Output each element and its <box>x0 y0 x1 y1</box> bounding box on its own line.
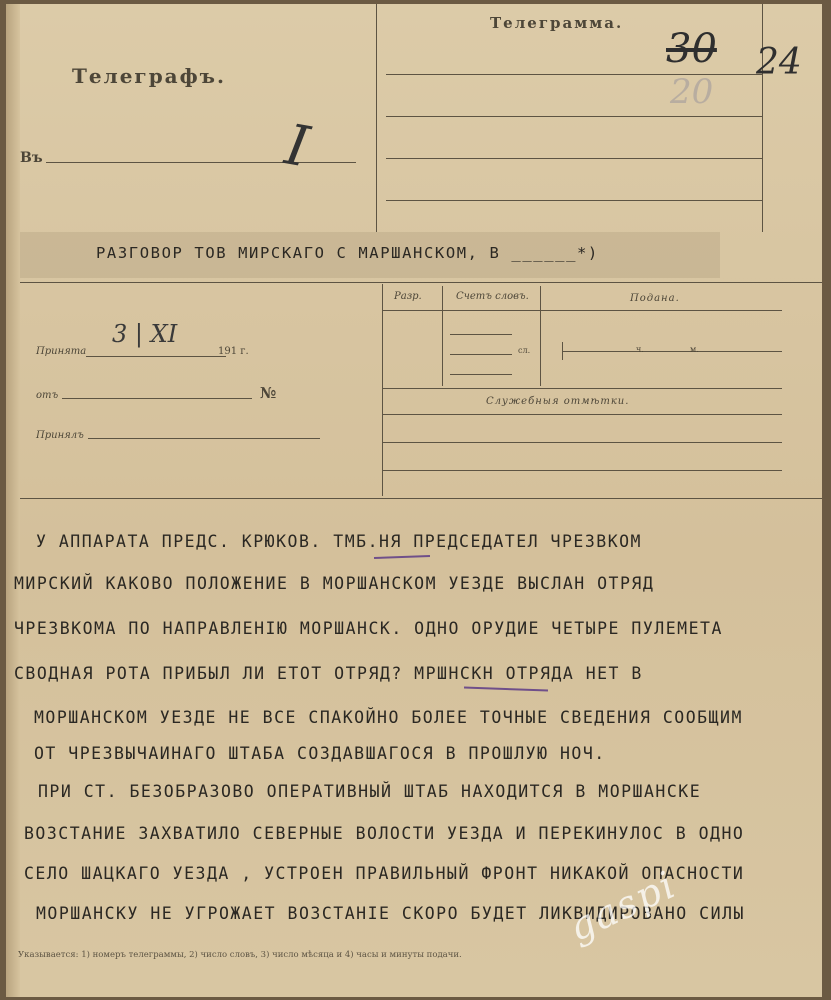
body-line-7: ПРИ СТ. БЕЗОБРАЗОВО ОПЕРАТИВНЫЙ ШТАБ НАХОДИТСЯ В МОРШАНСКЕ <box>38 782 702 801</box>
form-telegram-title: Телеграмма. <box>490 14 624 32</box>
service-rule-1 <box>382 414 782 415</box>
rule-header-bottom <box>20 282 822 283</box>
service-marks-label: Служебныя отмѣтки. <box>486 396 630 407</box>
table-col-2 <box>540 286 541 386</box>
typed-header: РАЗГОВОР ТОВ МИРСКАГО С МАРШАНСКОМ, В ______*) <box>96 244 599 262</box>
rule-3 <box>386 158 762 159</box>
table-header-submitted: Подана. <box>630 293 680 304</box>
from-line <box>62 398 252 399</box>
accepted-date: 3 | XI <box>112 320 178 348</box>
page-number-faded: 20 <box>670 72 714 112</box>
unit-hours: ч. <box>636 345 644 354</box>
number-label: № <box>260 384 277 402</box>
form-footnote: Указывается: 1) номеръ телеграммы, 2) число словъ, 3) число мѣсяца и 4) часы и минуты подачи. <box>18 950 462 960</box>
form-v-label: Въ <box>20 150 43 166</box>
roman-numeral-mark: I <box>280 112 314 181</box>
rule-4 <box>386 200 762 201</box>
purple-underline-mrshnsk <box>464 687 548 692</box>
body-line-8: ВОЗСТАНИЕ ЗАХВАТИЛО СЕВЕРНЫЕ ВОЛОСТИ УЕЗДА И ПЕРЕКИНУЛОС В ОДНО <box>24 824 745 843</box>
body-line-5: МОРШАНСКОМ УЕЗДЕ НЕ ВСЕ СПАКОЙНО БОЛЕЕ ТОЧНЫЕ СВЕДЕНИЯ СООБЩИМ <box>34 708 743 727</box>
year-suffix: 191 г. <box>218 346 249 357</box>
paper-edge <box>6 4 20 997</box>
body-line-1: У АППАРАТА ПРЕДС. КРЮКОВ. ТМБ.НЯ ПРЕДСЕДАТЕЛ ЧРЕЗВКОМ <box>36 532 642 551</box>
table-header-word-count: Счетъ словъ. <box>456 291 529 302</box>
count-line-3 <box>450 374 512 375</box>
telegram-sheet <box>6 4 822 997</box>
service-rule-3 <box>382 470 782 471</box>
page-number: 24 <box>756 42 802 83</box>
header-right-border <box>762 4 763 232</box>
time-line <box>562 351 782 352</box>
service-rule-2 <box>382 442 782 443</box>
unit-minutes: м. <box>690 345 699 354</box>
unit-words: сл. <box>518 346 531 355</box>
received-line <box>88 438 320 439</box>
rule-body-top <box>20 498 822 499</box>
form-org-title: Телеграфъ. <box>72 64 226 88</box>
received-label: Принялъ <box>36 430 84 441</box>
body-line-4: СВОДНАЯ РОТА ПРИБЫЛ ЛИ ЕТОТ ОТРЯД? МРШНСКН ОТРЯДА НЕТ В <box>14 664 643 683</box>
accepted-label: Принята <box>36 346 87 357</box>
body-line-10: МОРШАНСКУ НЕ УГРОЖАЕТ ВОЗСТАНIЕ СКОРО БУДЕТ ЛИКВИДИРОВАНО СИЛЫ <box>36 904 745 923</box>
page-number-struck: 30 <box>666 26 717 72</box>
address-line <box>46 162 356 163</box>
service-top <box>382 388 782 389</box>
body-line-3: ЧРЕЗВКОМА ПО НАПРАВЛЕНIЮ МОРШАНСК. ОДНО ОРУДИЕ ЧЕТЫРЕ ПУЛЕМЕТА <box>14 619 723 638</box>
table-left-border <box>382 284 383 496</box>
table-col-1 <box>442 286 443 386</box>
accepted-line <box>86 356 226 357</box>
count-line-1 <box>450 334 512 335</box>
body-line-6: ОТ ЧРЕЗВЫЧАИНАГО ШТАБА СОЗДАВШАГОСЯ В ПРОШЛУЮ НОЧ. <box>34 744 606 763</box>
body-line-9: СЕЛО ШАЦКАГО УЕЗДА , УСТРОЕН ПРАВИЛЬНЫЙ ФРОНТ НИКАКОЙ ОПАСНОСТИ <box>24 864 745 883</box>
purple-underline-tmb <box>374 555 430 559</box>
body-line-2: МИРСКИЙ КАКОВО ПОЛОЖЕНИЕ В МОРШАНСКОМ УЕЗДЕ ВЫСЛАН ОТРЯД <box>14 574 655 593</box>
table-header-category: Разр. <box>394 291 422 302</box>
watermark: gaspi <box>561 862 683 950</box>
from-label: отъ <box>36 390 59 401</box>
rule-2 <box>386 116 762 117</box>
count-line-2 <box>450 354 512 355</box>
header-divider <box>376 4 377 232</box>
